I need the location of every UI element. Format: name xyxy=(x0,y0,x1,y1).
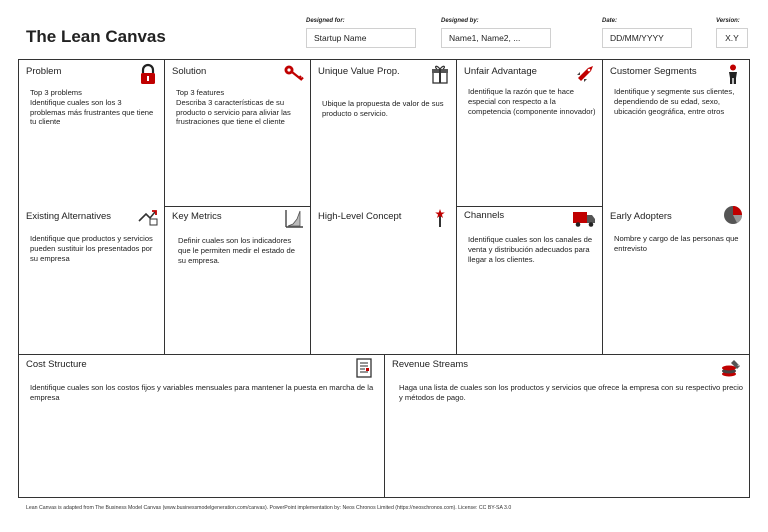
uvp-title: Unique Value Prop. xyxy=(318,66,400,77)
solution-line-2: Describa 3 características de su producto o servicio para aliviar las frustraciones que tiene el cliente xyxy=(176,97,291,127)
designed-for-label: Designed for: xyxy=(306,18,345,24)
segments-line-1: Identifique y segmente sus clientes, dependiendo de su edad, sexo, ubicación geográfica, entre otros xyxy=(614,87,735,116)
unfair-title: Unfair Advantage xyxy=(464,66,537,77)
lock-icon xyxy=(137,63,159,85)
problem-title: Problem xyxy=(26,66,62,77)
revenue-title: Revenue Streams xyxy=(392,359,469,370)
adopters-text xyxy=(614,234,744,254)
problem-line-1: Top 3 problems xyxy=(30,88,82,97)
receipt-icon xyxy=(353,357,375,379)
problem-line-2: Identifique cuales son los 3 problemas más frustrantes que tiene tu cliente xyxy=(30,97,154,127)
version-label: Version: xyxy=(716,18,740,24)
cost-title: Cost Structure xyxy=(26,359,87,370)
unfair-text xyxy=(468,87,596,116)
metrics-title: Key Metrics xyxy=(172,211,222,222)
alternatives-text xyxy=(30,234,158,263)
pie-icon xyxy=(722,204,744,226)
gift-icon xyxy=(429,63,451,85)
svg-text:$: $ xyxy=(737,361,741,368)
adopters-line-1: Nombre y cargo de las personas que entrevisto xyxy=(614,234,739,253)
cost-line-1: Identifique cuales son los costos fijos y variables mensuales para mantener la puesta en marcha de la empresa xyxy=(30,383,374,402)
cost-text xyxy=(30,383,380,403)
magic-wand-icon xyxy=(429,207,451,229)
key-icon xyxy=(283,63,305,85)
unfair-line-1: Identifique la razón que te hace especial con respecto a la competencia (componente innovador) xyxy=(468,87,596,116)
solution-block[interactable] xyxy=(164,59,311,207)
uvp-text xyxy=(322,99,450,119)
footer-license-text: Lean Canvas is adapted from The Business Model Canvas (www.businessmodelgeneration.com/canvas). PowerPoint implementation by: Neos Chronos Limited (https://neoschronos.com). License: CC BY-SA 3.0 xyxy=(26,505,512,511)
canvas-title: The Lean Canvas xyxy=(26,27,166,46)
version-field[interactable]: X.Y xyxy=(716,28,748,48)
revenue-line-1: Haga una lista de cuales son los productos y servicios que ofrece la empresa con su respectivo precio y métodos de pago. xyxy=(399,383,744,402)
solution-title: Solution xyxy=(172,66,207,77)
solution-text xyxy=(176,88,304,127)
channels-block[interactable] xyxy=(456,206,603,355)
date-field[interactable]: DD/MM/YYYY xyxy=(602,28,692,48)
date-label: Date: xyxy=(602,18,618,24)
adopters-title: Early Adopters xyxy=(610,211,672,222)
solution-line-1: Top 3 features xyxy=(176,88,225,97)
designed-by-field[interactable]: Name1, Name2, ... xyxy=(441,28,551,48)
channels-title: Channels xyxy=(464,210,505,221)
designed-for-field[interactable]: Startup Name xyxy=(306,28,416,48)
person-icon xyxy=(722,63,744,85)
segments-title: Customer Segments xyxy=(610,66,697,77)
alternatives-title: Existing Alternatives xyxy=(26,211,112,222)
channels-line-1: Identifique cuales son los canales de venta y distribución adecuados para llegar a los clientes. xyxy=(468,235,593,264)
revenue-text xyxy=(399,383,743,403)
customer-segments-block[interactable] xyxy=(602,59,750,207)
key-metrics-block[interactable] xyxy=(164,206,311,355)
arrows-icon xyxy=(137,207,159,229)
designed-by-label: Designed by: xyxy=(441,18,479,24)
money-icon xyxy=(720,357,742,379)
concept-title: High-Level Concept xyxy=(318,211,402,222)
chart-icon xyxy=(283,207,305,229)
truck-icon xyxy=(571,207,597,229)
channels-text xyxy=(468,235,596,264)
high-level-concept-block[interactable] xyxy=(310,206,457,355)
revenue-streams-block[interactable] xyxy=(384,354,750,498)
metrics-line-1: Definir cuales son los indicadores que le permiten medir el estado de su empresa. xyxy=(178,236,295,265)
alternatives-line-1: Identifique que productos y servicios pueden sustituir los presentados por su empresa xyxy=(30,234,153,263)
existing-alternatives-block[interactable] xyxy=(18,206,165,355)
segments-text xyxy=(614,87,744,116)
uvp-line-1: Ubique la propuesta de valor de sus producto o servicio. xyxy=(322,99,444,118)
problem-text xyxy=(30,88,156,127)
early-adopters-block[interactable] xyxy=(602,206,750,355)
rocket-icon xyxy=(575,63,597,85)
metrics-text xyxy=(178,236,303,265)
cost-structure-block[interactable] xyxy=(18,354,385,498)
unfair-advantage-block[interactable] xyxy=(456,59,603,207)
